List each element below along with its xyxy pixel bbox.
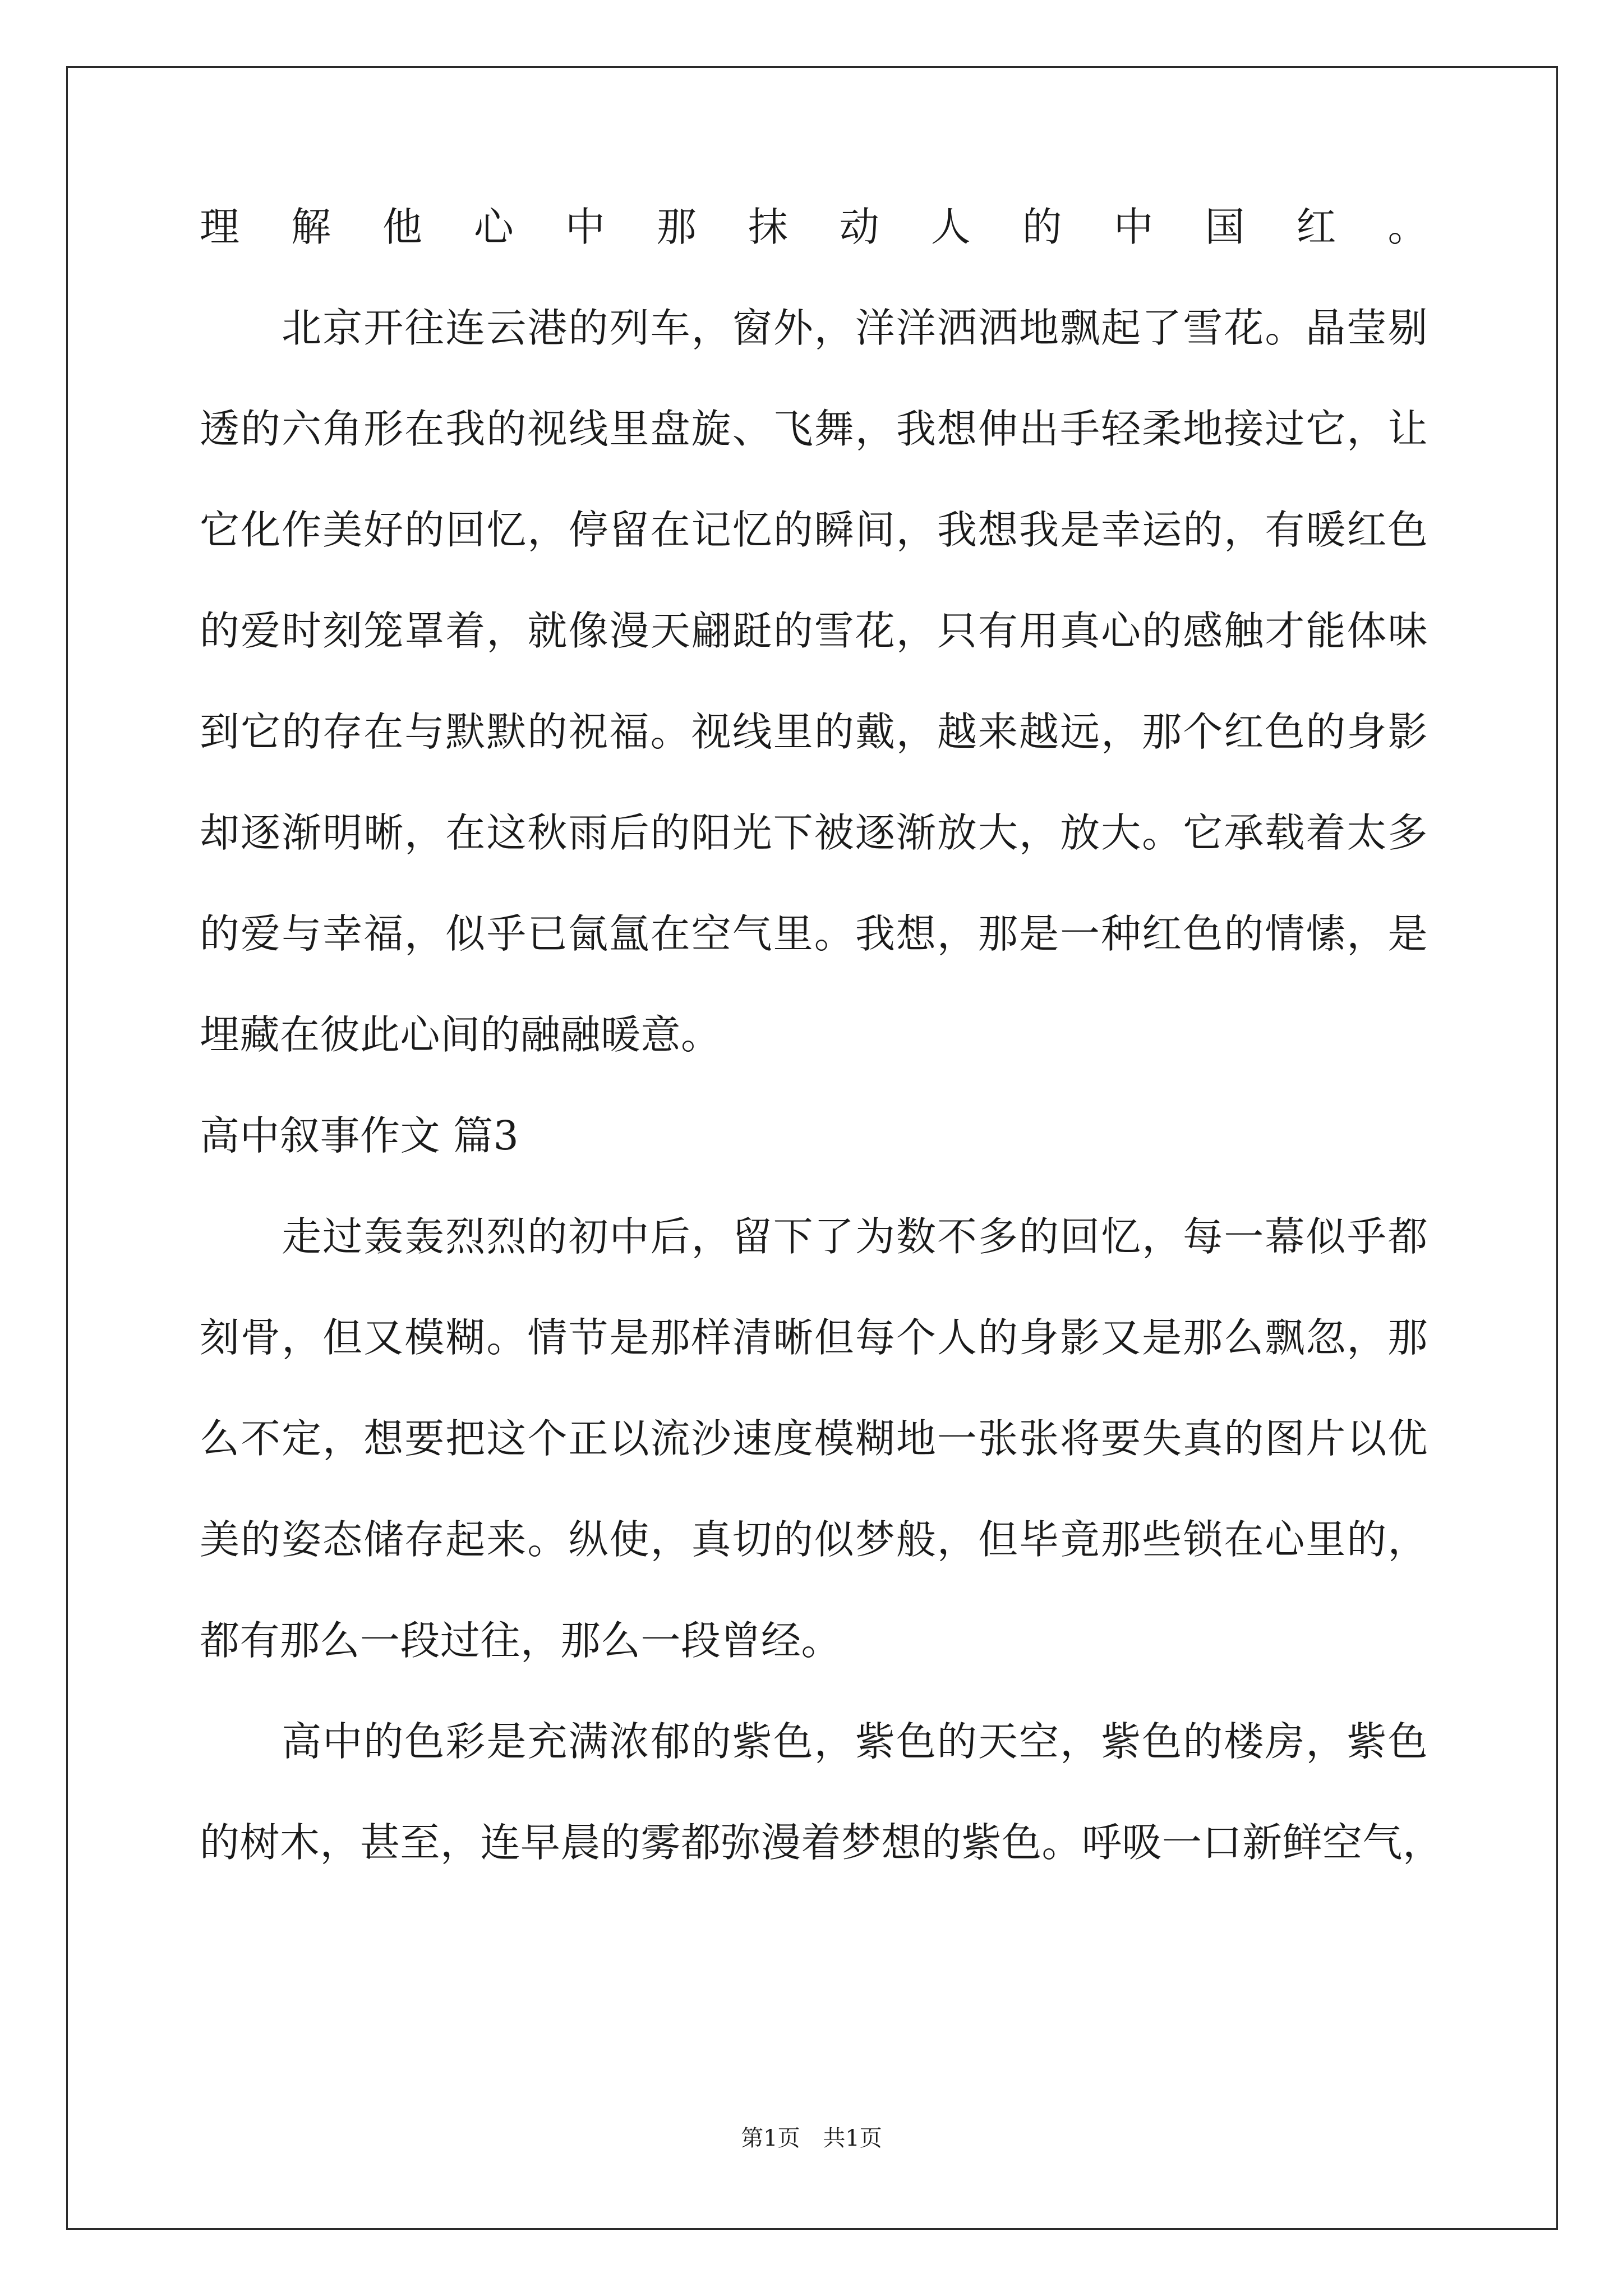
text-line: 的爱与幸福，似乎已氤氲在空气里。我想，那是一种红色的情愫，是 [200, 910, 1428, 957]
text-line: 的树木，甚至，连早晨的雾都弥漫着梦想的紫色。呼吸一口新鲜空气， [200, 1819, 1443, 1866]
page-footer [0, 2122, 1623, 2155]
section-heading: 高中叙事作文 篇3 [200, 1112, 519, 1159]
text-line: 都有那么一段过往，那么一段曾经。 [200, 1617, 842, 1664]
page-total: 共1页 [823, 2125, 882, 2151]
text-line: 走过轰轰烈烈的初中后，留下了为数不多的回忆，每一幕似乎都 [200, 1213, 1428, 1260]
text-line: 理解他心中那抹动人的中国红。 [200, 204, 1428, 250]
text-line: 却逐渐明晰，在这秋雨后的阳光下被逐渐放大，放大。它承载着太多 [200, 809, 1428, 856]
text-line: 它化作美好的回忆，停留在记忆的瞬间，我想我是幸运的，有暖红色 [200, 507, 1428, 553]
text-line: 高中的色彩是充满浓郁的紫色，紫色的天空，紫色的楼房，紫色 [200, 1718, 1428, 1765]
text-line: 么不定，想要把这个正以流沙速度模糊地一张张将要失真的图片以优 [200, 1415, 1428, 1462]
page-number: 第1页 [741, 2125, 800, 2151]
text-line: 北京开往连云港的列车，窗外，洋洋洒洒地飘起了雪花。晶莹剔 [200, 305, 1428, 351]
text-line: 透的六角形在我的视线里盘旋、飞舞，我想伸出手轻柔地接过它，让 [200, 406, 1428, 452]
text-line: 刻骨，但又模糊。情节是那样清晰但每个人的身影又是那么飘忽，那 [200, 1314, 1428, 1361]
text-line: 美的姿态储存起来。纵使，真切的似梦般，但毕竟那些锁在心里的， [200, 1516, 1428, 1563]
text-line: 到它的存在与默默的祝福。视线里的戴，越来越远，那个红色的身影 [200, 708, 1428, 755]
text-line: 的爱时刻笼罩着，就像漫天翩跹的雪花，只有用真心的感触才能体味 [200, 608, 1428, 654]
text-line: 埋藏在彼此心间的融融暖意。 [200, 1011, 721, 1058]
